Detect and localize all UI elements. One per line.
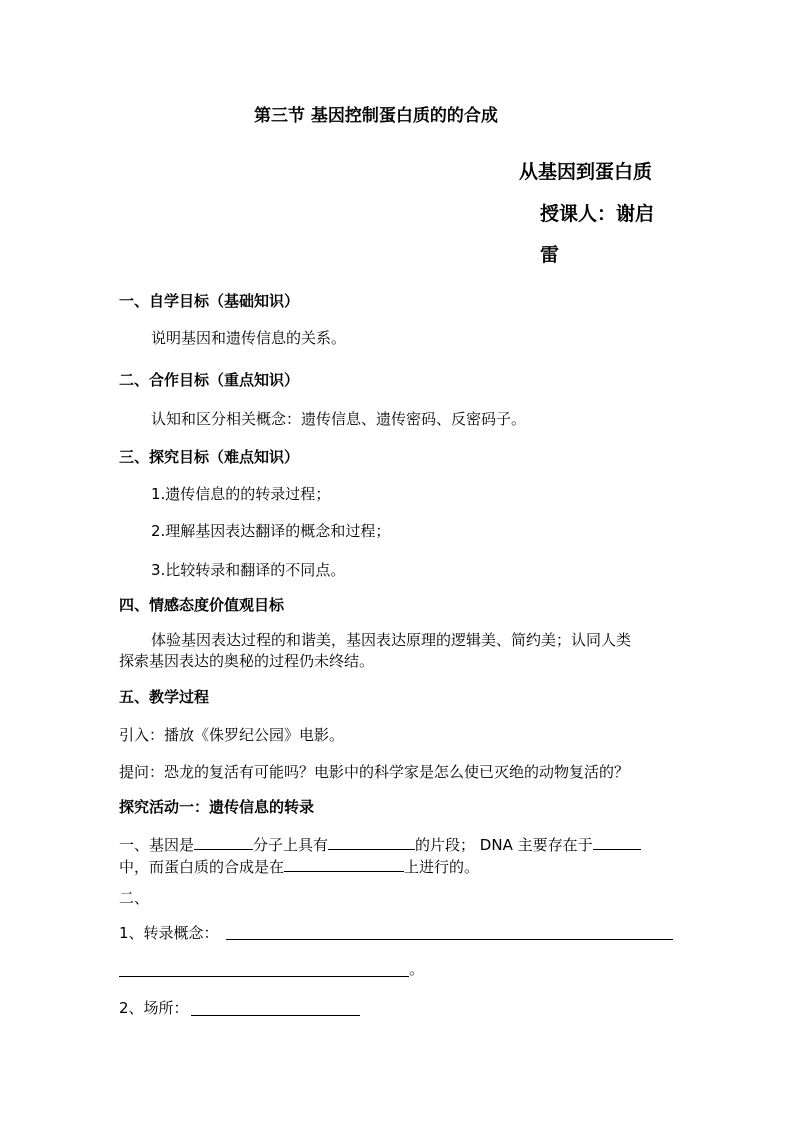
section-2-heading: 二、合作目标（重点知识） — [119, 371, 300, 389]
activity-1-heading: 探究活动一：遗传信息的转录 — [119, 798, 315, 816]
place-label: 2、场所： — [119, 999, 189, 1017]
fill-2-text-b: 上进行的。 — [404, 858, 480, 876]
section-3-item-2: 2.理解基因表达翻译的概念和过程； — [151, 522, 391, 540]
section-1-heading: 一、自学目标（基础知识） — [119, 292, 300, 310]
section-3-item-1: 1.遗传信息的的转录过程； — [151, 485, 331, 503]
transcription-blank-2[interactable] — [119, 976, 409, 977]
subtitle: 从基因到蛋白质 — [519, 161, 653, 183]
fill-1-text-c: 的片段； DNA 主要存在于 — [415, 836, 593, 854]
fill-1-text-a: 一、基因是 — [119, 836, 195, 854]
fill-line-1 — [119, 835, 641, 853]
fill-line-2 — [119, 857, 479, 875]
document-title: 第三节 基因控制蛋白质的的合成 — [254, 106, 498, 126]
blank-1[interactable] — [194, 835, 253, 850]
transcription-blank-1[interactable] — [226, 939, 673, 940]
section-1-body: 说明基因和遗传信息的关系。 — [151, 329, 347, 347]
blank-4[interactable] — [284, 857, 404, 872]
section-4-heading: 四、情感态度价值观目标 — [119, 596, 285, 614]
teacher-line-2: 雷 — [540, 244, 560, 266]
section-2-body: 认知和区分相关概念：遗传信息、遗传密码、反密码子。 — [151, 410, 527, 428]
section-3-heading: 三、探究目标（难点知识） — [119, 448, 300, 466]
section-4-body-line-2: 探索基因表达的奥秘的过程仍未终结。 — [119, 652, 375, 670]
teacher-line-1: 授课人：谢启 — [540, 203, 655, 225]
section-5-heading: 五、教学过程 — [119, 688, 210, 706]
question-text: 提问：恐龙的复活有可能吗？电影中的科学家是怎么使已灭绝的动物复活的？ — [119, 763, 630, 781]
fill-2-text-a: 中，而蛋白质的合成是在 — [119, 858, 285, 876]
blank-2[interactable] — [328, 835, 415, 850]
period-mark: 。 — [409, 960, 425, 978]
section-4-body-line-1: 体验基因表达过程的和谐美，基因表达原理的逻辑美、简约美；认同人类 — [151, 631, 632, 649]
part-2-label: 二、 — [119, 889, 150, 907]
intro-text: 引入：播放《侏罗纪公园》电影。 — [119, 726, 345, 744]
place-blank[interactable] — [191, 1015, 360, 1016]
section-3-item-3: 3.比较转录和翻译的不同点。 — [151, 561, 346, 579]
transcription-label: 1、转录概念： — [119, 924, 219, 942]
fill-1-text-b: 分子上具有 — [253, 836, 329, 854]
blank-3[interactable] — [593, 835, 641, 850]
